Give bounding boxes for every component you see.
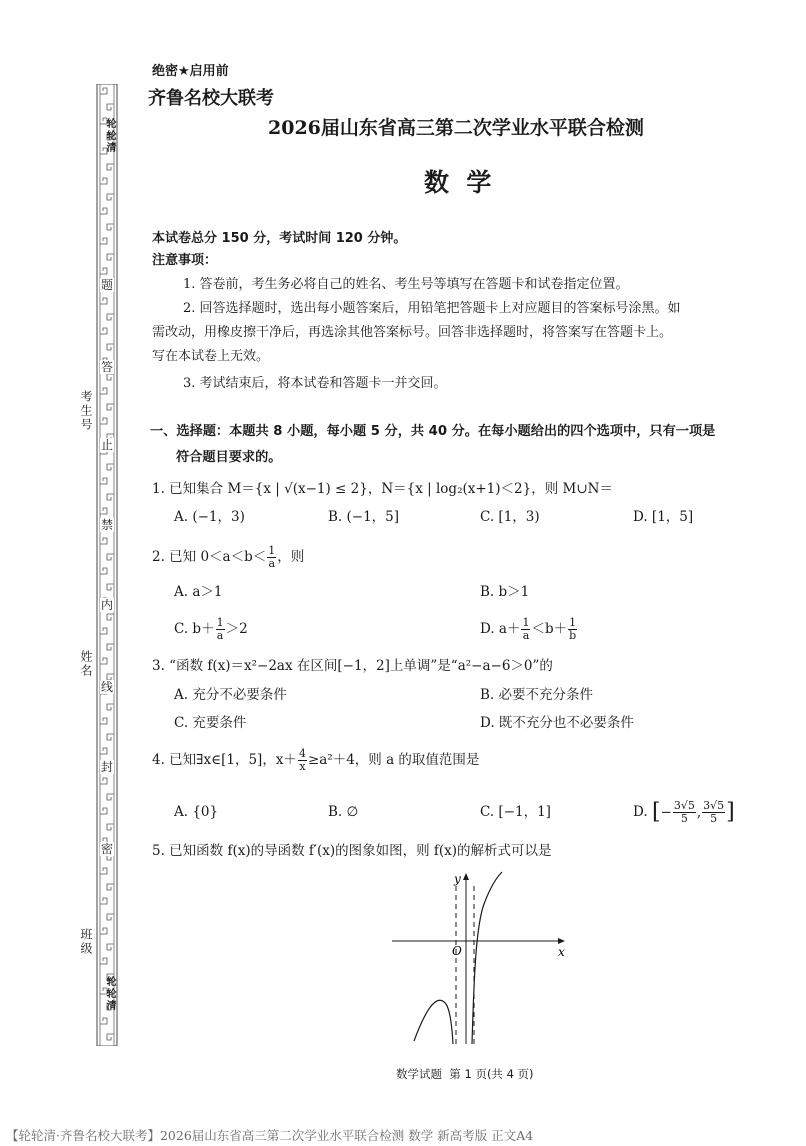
q4-fraction bbox=[298, 748, 307, 773]
q2-option-c bbox=[174, 612, 248, 646]
q2-d-num: 1 bbox=[522, 616, 530, 629]
q2-option-a: A. a＞1 bbox=[174, 584, 223, 600]
q2-d-fraction-1 bbox=[521, 617, 530, 642]
x-axis-label: x bbox=[558, 945, 565, 959]
margin-stamp-bottom: 轮轮清 bbox=[104, 976, 115, 1012]
q2-c-den: a bbox=[216, 629, 224, 642]
question-2-stem bbox=[152, 540, 304, 574]
instruction-item: 2. 回答选择题时，选出每小题答案后，用铅笔把答题卡上对应题目的答案标号涂黑。如 bbox=[183, 301, 681, 316]
q4-stem-pre: 4. 已知∃x∈[1，5]，x＋ bbox=[152, 752, 297, 768]
q2-frac-num: 1 bbox=[268, 544, 276, 557]
q4-option-d: D. [− $\frac{3√5}{5}$ , $\frac{3√5}{5}$ ] bbox=[633, 799, 735, 825]
q2-d-num2: 1 bbox=[569, 616, 577, 629]
q2-d-pre: D. a＋ bbox=[480, 621, 521, 637]
y-axis-label: y bbox=[454, 872, 461, 886]
q4-option-c: C. [−1，1] bbox=[480, 804, 551, 820]
organization-name: 齐鲁名校大联考 bbox=[148, 88, 274, 109]
margin-stamp-top: 轮轮清 bbox=[104, 118, 115, 154]
instructions-heading: 注意事项： bbox=[152, 253, 218, 268]
q4-d-fraction-1 bbox=[673, 800, 696, 825]
q2-c-num: 1 bbox=[216, 616, 224, 629]
q1-option-d: D. [1，5] bbox=[633, 509, 694, 525]
page-number: 数学试题 第 1 页(共 4 页) bbox=[396, 1067, 534, 1081]
q4-option-a: A. {0} bbox=[174, 804, 219, 820]
class-label: 班级 bbox=[79, 928, 93, 956]
question-1-stem: 1. 已知集合 M＝{x | √(x−1) ≤ 2}，N＝{x | log₂(x+1)＜2}，则 M∪N＝ bbox=[152, 481, 613, 497]
instruction-item: 写在本试卷上无效。 bbox=[152, 349, 270, 364]
instruction-item: 3. 考试结束后，将本试卷和答题卡一并交回。 bbox=[183, 376, 447, 391]
seal-char: 答 bbox=[100, 360, 113, 374]
q4-option-b: B. ∅ bbox=[328, 804, 359, 820]
q4-stem-post: ≥a²＋4，则 a 的取值范围是 bbox=[307, 752, 480, 768]
watermark-footer: 【轮轮清·齐鲁名校大联考】2026届山东省高三第二次学业水平联合检测 数学 新高考版 正文A4 bbox=[6, 1128, 534, 1143]
q1-option-c: C. [1，3) bbox=[480, 509, 540, 525]
binding-border-pattern bbox=[96, 84, 118, 1046]
seal-char: 禁 bbox=[100, 518, 113, 532]
q2-d-den2: b bbox=[569, 629, 577, 642]
curve-left-branch bbox=[414, 1000, 453, 1044]
q2-d-den: a bbox=[522, 629, 530, 642]
confidential-label: 绝密★启用前 bbox=[152, 64, 229, 79]
q4-d-num1: 3√5 bbox=[673, 799, 695, 812]
q3-option-d: D. 既不充分也不必要条件 bbox=[480, 715, 634, 731]
question-3-stem: 3. “函数 f(x)＝x²−2ax 在区间[−1，2]上单调”是“a²−a−6＞0”的 bbox=[152, 658, 553, 674]
seal-char: 止 bbox=[100, 438, 113, 452]
exam-title: 2026届山东省高三第二次学业水平联合检测 bbox=[268, 117, 644, 139]
question-4-stem bbox=[152, 743, 479, 777]
q2-c-post: ＞2 bbox=[225, 621, 248, 637]
q2-option-b: B. b＞1 bbox=[480, 584, 530, 600]
section-title-cont: 符合题目要求的。 bbox=[176, 450, 282, 465]
exam-number-label: 考生号 bbox=[79, 390, 93, 432]
seal-char: 封 bbox=[100, 760, 113, 774]
section-title: 一、选择题：本题共 8 小题，每小题 5 分，共 40 分。在每小题给出的四个选项中，只有一项是 bbox=[150, 424, 716, 439]
q2-frac-den: a bbox=[268, 557, 276, 570]
q4-d-label: D. bbox=[633, 804, 648, 820]
q2-stem-pre: 2. 已知 0＜a＜b＜ bbox=[152, 549, 267, 565]
seal-char: 内 bbox=[100, 598, 113, 612]
q1-option-a: A. (−1，3) bbox=[174, 509, 245, 525]
q2-c-fraction bbox=[216, 617, 225, 642]
q4-d-bracket-close: ] bbox=[726, 799, 735, 825]
q2-option-d bbox=[480, 612, 578, 646]
q2-d-fraction-2 bbox=[568, 617, 577, 642]
q4-frac-den: x bbox=[299, 760, 306, 773]
q4-d-fraction-2 bbox=[702, 800, 725, 825]
seal-char: 密 bbox=[100, 842, 113, 856]
q3-option-a: A. 充分不必要条件 bbox=[174, 687, 287, 703]
q3-option-b: B. 必要不充分条件 bbox=[480, 687, 594, 703]
instruction-item: 1. 答卷前，考生务必将自己的姓名、考生号等填写在答题卡和试卷指定位置。 bbox=[183, 277, 629, 292]
q1-option-b: B. (−1，5] bbox=[328, 509, 400, 525]
q2-stem-post: ，则 bbox=[277, 549, 305, 565]
derivative-graph bbox=[384, 866, 584, 1046]
q2-fraction bbox=[267, 545, 276, 570]
name-label: 姓名 bbox=[79, 650, 93, 678]
instruction-item: 需改动，用橡皮擦干净后，再选涂其他答案标号。回答非选择题时，将答案写在答题卡上。 bbox=[152, 325, 673, 340]
q4-d-num2: 3√5 bbox=[703, 799, 725, 812]
question-5-stem: 5. 已知函数 f(x)的导函数 f′(x)的图象如图，则 f(x)的解析式可以是 bbox=[152, 843, 552, 859]
seal-char: 题 bbox=[100, 278, 113, 292]
seal-char: 线 bbox=[100, 680, 113, 694]
curve-right-branch bbox=[472, 872, 502, 1044]
subject-title: 数 学 bbox=[424, 168, 492, 197]
q3-option-c: C. 充要条件 bbox=[174, 715, 247, 731]
q4-d-bracket-open: [ bbox=[651, 799, 661, 825]
q4-d-den1: 5 bbox=[680, 812, 688, 825]
q4-d-den2: 5 bbox=[710, 812, 718, 825]
q4-frac-num: 4 bbox=[298, 747, 306, 760]
exam-summary: 本试卷总分 150 分，考试时间 120 分钟。 bbox=[152, 231, 407, 246]
q2-c-pre: C. b＋ bbox=[174, 621, 215, 637]
q2-d-mid: ＜b＋ bbox=[531, 621, 568, 637]
origin-label: O bbox=[452, 944, 462, 958]
